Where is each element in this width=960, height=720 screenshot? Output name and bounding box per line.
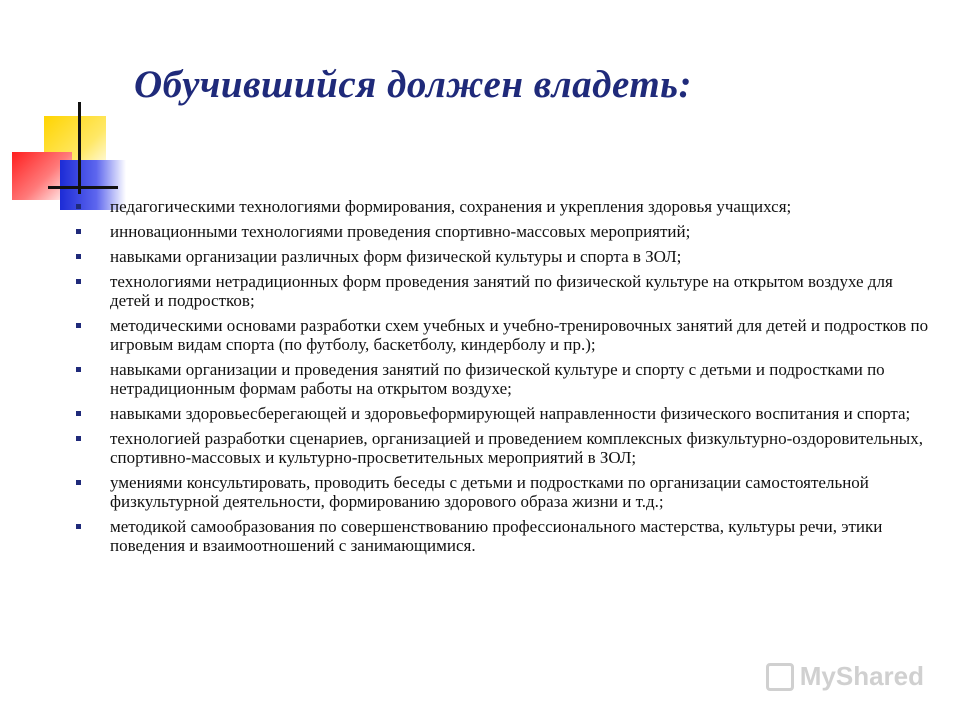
- list-item: [76, 222, 936, 241]
- list-item: [76, 316, 936, 354]
- myshared-logo-icon: [766, 663, 794, 691]
- vertical-line: [78, 102, 81, 194]
- list-item: [76, 429, 936, 467]
- list-item: [76, 360, 936, 398]
- slide-title: Обучившийся должен владеть:: [134, 63, 692, 106]
- list-item-text: навыками организации и проведения занятий по физической культуре и спорту с детьми и подростками по нетрадиционным формам работы на открытом воздухе;: [110, 360, 885, 398]
- square-bullet-icon: [76, 436, 81, 441]
- square-bullet-icon: [76, 323, 81, 328]
- square-bullet-icon: [76, 524, 81, 529]
- list-item-text: навыками здоровьесберегающей и здоровьеформирующей направленности физического воспитания и спорта;: [110, 404, 911, 423]
- list-item-text: технологиями нетрадиционных форм проведения занятий по физической культуре на открытом воздухе для детей и подростков;: [110, 272, 893, 310]
- square-bullet-icon: [76, 480, 81, 485]
- list-item: [76, 247, 936, 266]
- list-item: [76, 404, 936, 423]
- horizontal-line: [48, 186, 118, 189]
- list-item-text: технологией разработки сценариев, организацией и проведением комплексных физкультурно-оздоровительных, спортивно-массовых и культурно-просветительных мероприятий в ЗОЛ;: [110, 429, 923, 467]
- list-item-text: умениями консультировать, проводить беседы с детьми и подростками по организации самостоятельной физкультурной деятельности, формированию здорового образа жизни и т.д.;: [110, 473, 869, 511]
- list-item-text: методикой самообразования по совершенствованию профессионального мастерства, культуры речи, этики поведения и взаимоотношений с занимающимися.: [110, 517, 883, 555]
- square-bullet-icon: [76, 367, 81, 372]
- bullet-list: [76, 197, 936, 561]
- square-bullet-icon: [76, 254, 81, 259]
- list-item-text: инновационными технологиями проведения спортивно-массовых мероприятий;: [110, 222, 691, 241]
- square-bullet-icon: [76, 279, 81, 284]
- list-item: [76, 473, 936, 511]
- watermark: [766, 661, 924, 692]
- list-item-text: навыками организации различных форм физической культуры и спорта в ЗОЛ;: [110, 247, 682, 266]
- square-bullet-icon: [76, 411, 81, 416]
- list-item: [76, 197, 936, 216]
- list-item-text: педагогическими технологиями формирования, сохранения и укрепления здоровья учащихся;: [110, 197, 792, 216]
- watermark-text: MyShared: [799, 661, 924, 691]
- square-bullet-icon: [76, 229, 81, 234]
- list-item: [76, 517, 936, 555]
- list-item: [76, 272, 936, 310]
- list-item-text: методическими основами разработки схем учебных и учебно-тренировочных занятий для детей и подростков по игровым видам спорта (по футболу, баскетболу, киндерболу и пр.);: [110, 316, 929, 354]
- square-bullet-icon: [76, 204, 81, 209]
